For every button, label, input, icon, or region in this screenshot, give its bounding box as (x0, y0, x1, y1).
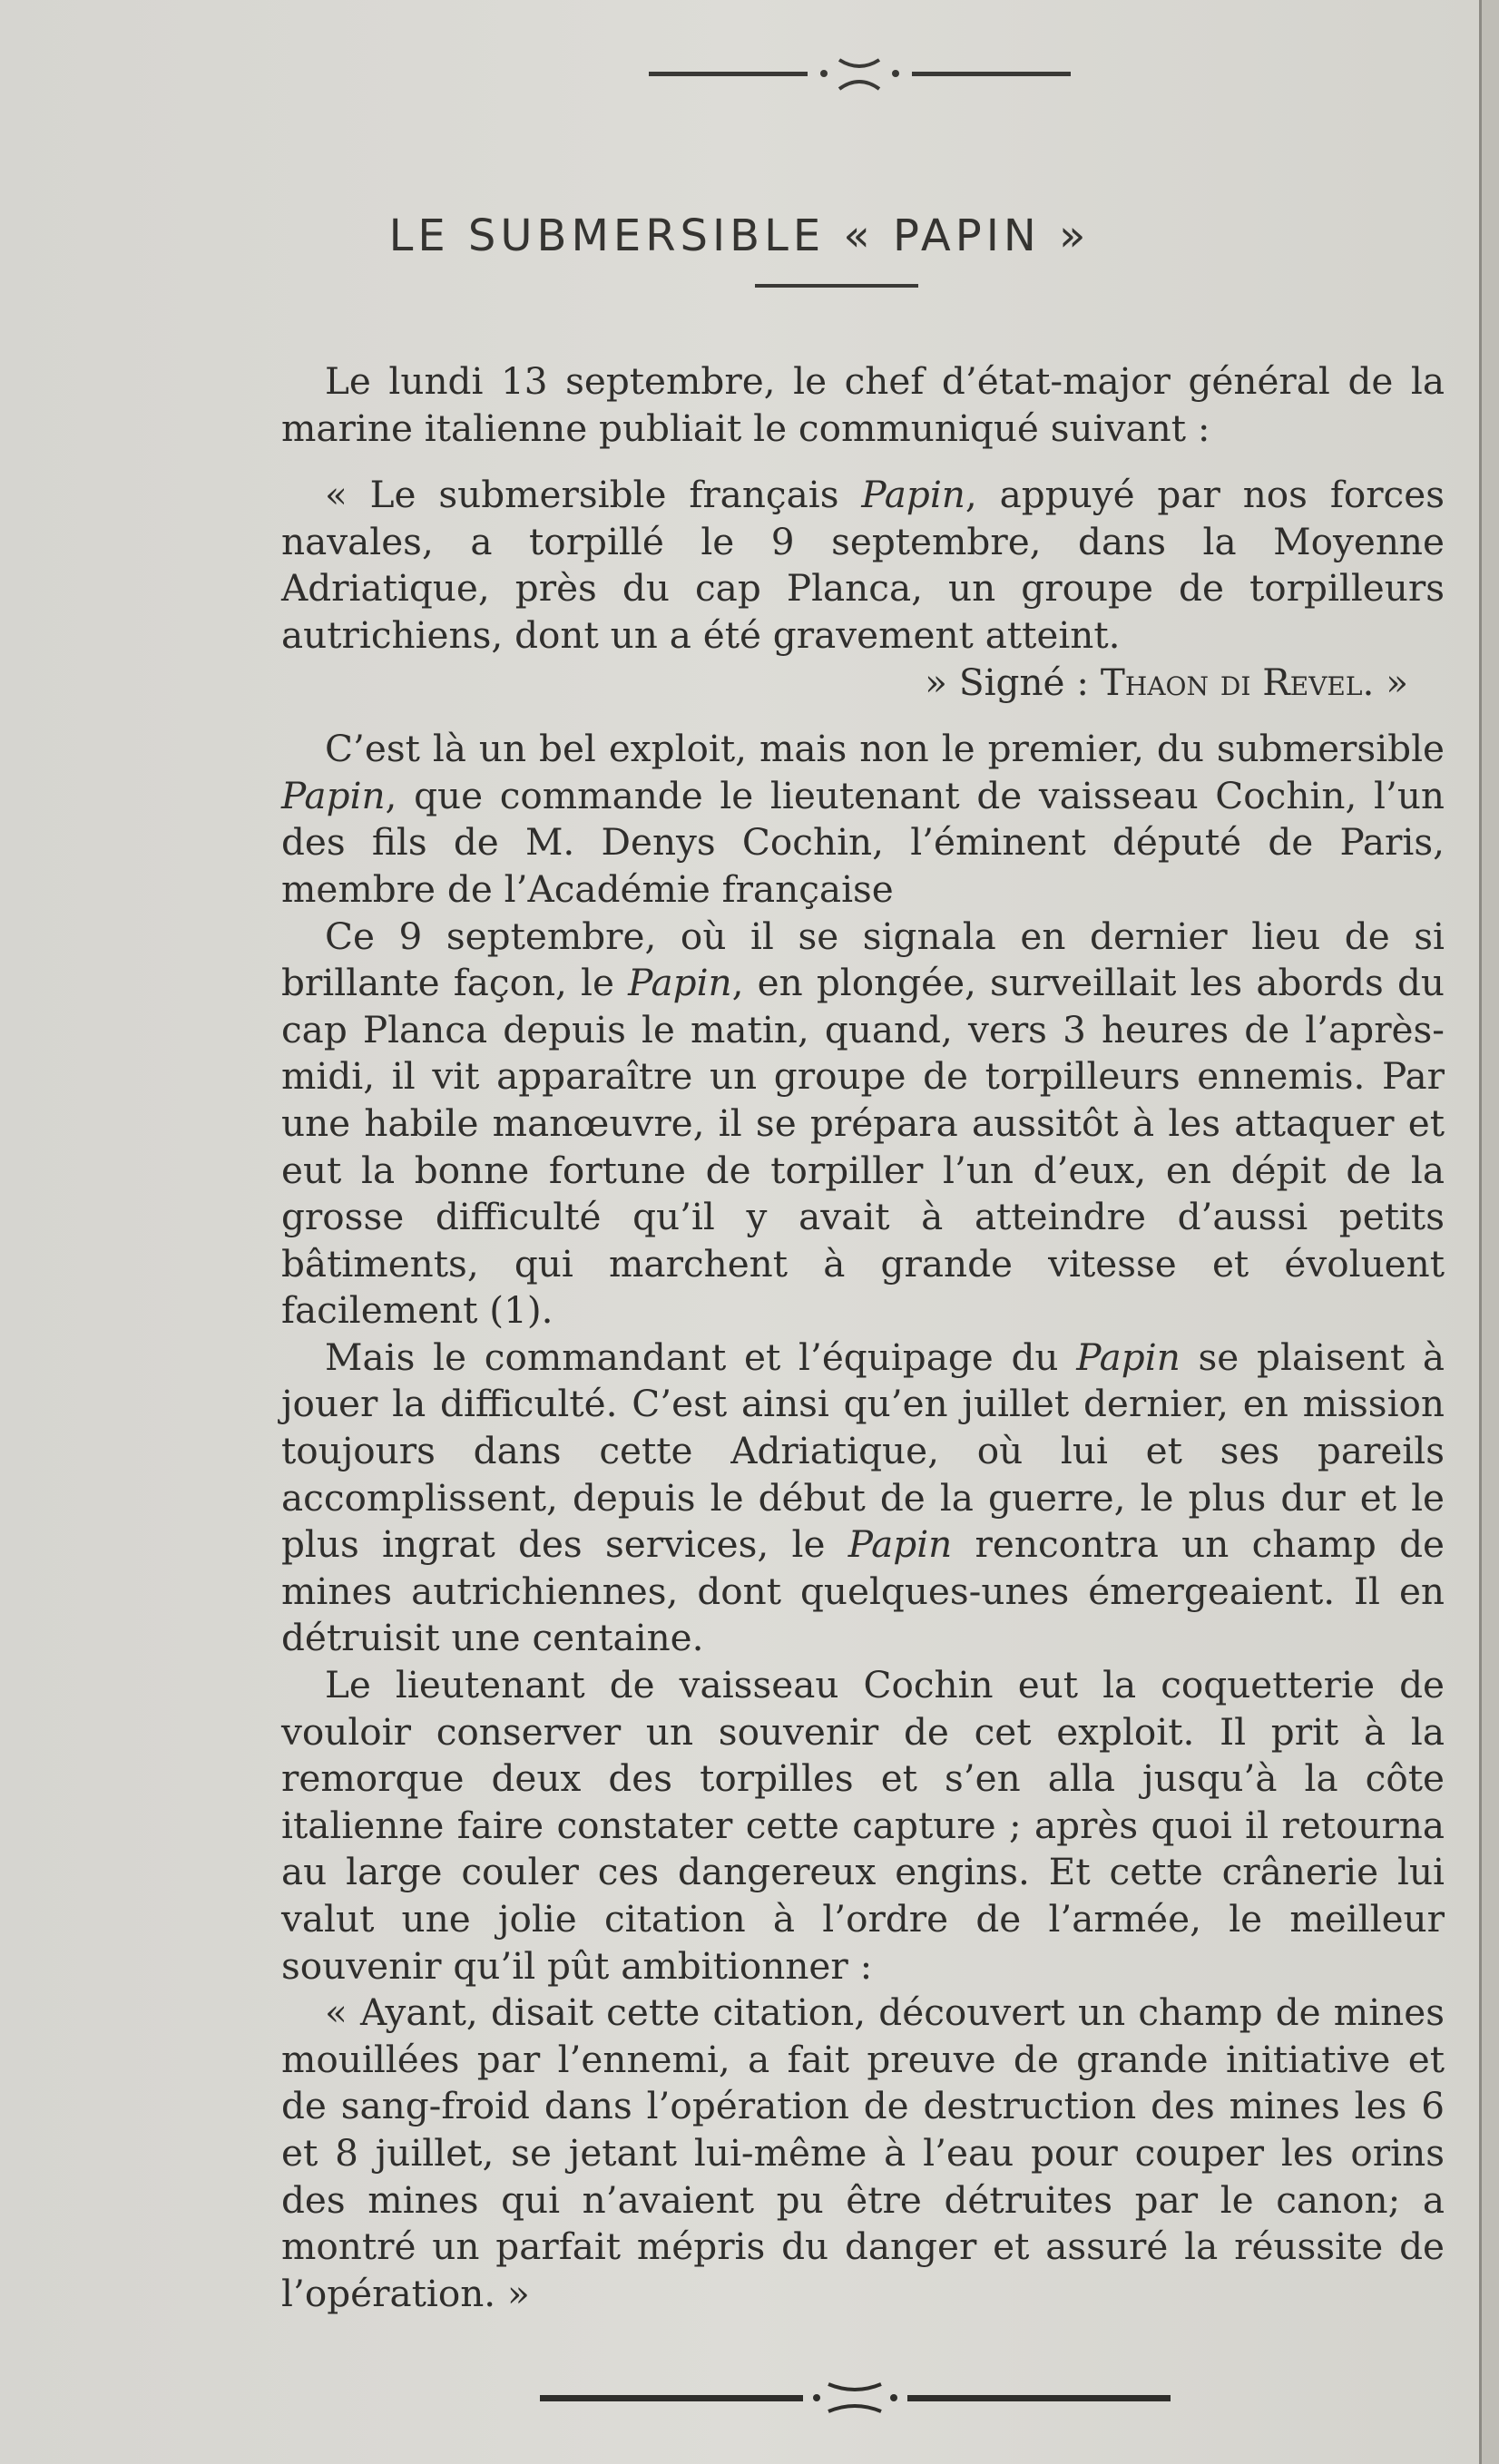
p2-text-2: , en plongée, surveillait les abords du cap Planca depuis le matin, quand, vers 3 heures de l’après-midi, il vit apparaître un groupe de torpilleurs ennemis. Par une habile manœuvre, il se prépara aussitôt à les attaquer et eut la bonne fortune de torpiller l’un d’eux, en dépit de la grosse difficulté qu’il y avait à atteindre d’aussi petits bâtiments, qui marchent à grande vitesse et évoluent facilement (1). (281, 961, 1445, 1333)
p1-text-1: C’est là un bel exploit, mais non le premier, du submersible (325, 727, 1445, 771)
page-edge (1479, 0, 1499, 2464)
paragraph-4: Le lieutenant de vaisseau Cochin eut la coquetterie de vouloir conserver un souvenir de cet exploit. Il prit à la remorque deux des torpilles et s’en alla jusqu’à la côte italienne faire constater cette capture ; après quoi il retourna au large couler ces dangereux engins. Et cette crânerie lui valut une jolie citation à l’ordre de l’armée, le meilleur souvenir qu’il pût ambitionner : (281, 1663, 1445, 1988)
communique-text-2: , appuyé par nos forces navales, a torpillé le 9 septembre, dans la Moyenne Adriatique, près du cap Planca, un groupe de torpilleurs autrichiens, dont un a été gravement atteint. (281, 473, 1445, 657)
signature-name: Thaon di Revel. (1100, 660, 1375, 704)
bottom-ornament-icon (540, 2377, 1171, 2418)
signature-prefix: » Signé : (925, 660, 1101, 704)
ship-name: Papin (628, 961, 732, 1005)
article-body (281, 358, 1445, 2317)
spacer (281, 452, 1445, 472)
p3-text-3: rencontra un champ de mines autrichiennes, dont quelques-unes émergeaient. Il en détruisit une centaine. (281, 1522, 1445, 1660)
signature-suffix: » (1374, 660, 1408, 704)
article-title: LE SUBMERSIBLE « PAPIN » (388, 210, 1091, 262)
paragraph-2 (281, 914, 1445, 1335)
paragraph-1 (281, 726, 1445, 913)
ship-name: Papin (281, 773, 386, 817)
title-rule (755, 284, 918, 288)
ship-name: Papin (847, 1522, 953, 1567)
p2-text-1: Ce 9 septembre, où il se signala en dernier lieu de si brillante façon, le (281, 914, 1445, 1005)
p3-text-1: Mais le commandant et l’équipage du (325, 1335, 1077, 1379)
communique-text-1: « Le submersible français (325, 473, 862, 517)
citation-paragraph: « Ayant, disait cette citation, découvert un champ de mines mouillées par l’ennemi, a fait preuve de grande initiative et de sang-froid dans l’opération de destruction des mines les 6 et 8 juillet, se jetant lui-même à l’eau pour couper les orins des mines qui n’avaient pu être détruites par le canon; a montré un parfait mépris du danger et assuré la réussite de l’opération. » (281, 1990, 1445, 2315)
p1-text-2: , que commande le lieutenant de vaisseau Cochin, l’un des fils de M. Denys Cochin, l’éminent député de Paris, membre de l’Académie française (281, 773, 1445, 911)
signature-line (281, 660, 1445, 707)
top-ornament-icon (649, 53, 1071, 98)
ship-name: Papin (861, 473, 965, 517)
communique-paragraph (281, 472, 1445, 659)
intro-paragraph: Le lundi 13 septembre, le chef d’état-major général de la marine italienne publiait le communiqué suivant : (281, 359, 1445, 450)
ship-name: Papin (1076, 1335, 1181, 1379)
spacer (281, 706, 1445, 726)
paragraph-3 (281, 1335, 1445, 1662)
p3-text-2: se plaisent à jouer la difficulté. C’est ainsi qu’en juillet dernier, en mission toujours dans cette Adriatique, où lui et ses pareils accomplissent, depuis le début de la guerre, le plus dur et le plus ingrat des services, le (281, 1335, 1445, 1567)
